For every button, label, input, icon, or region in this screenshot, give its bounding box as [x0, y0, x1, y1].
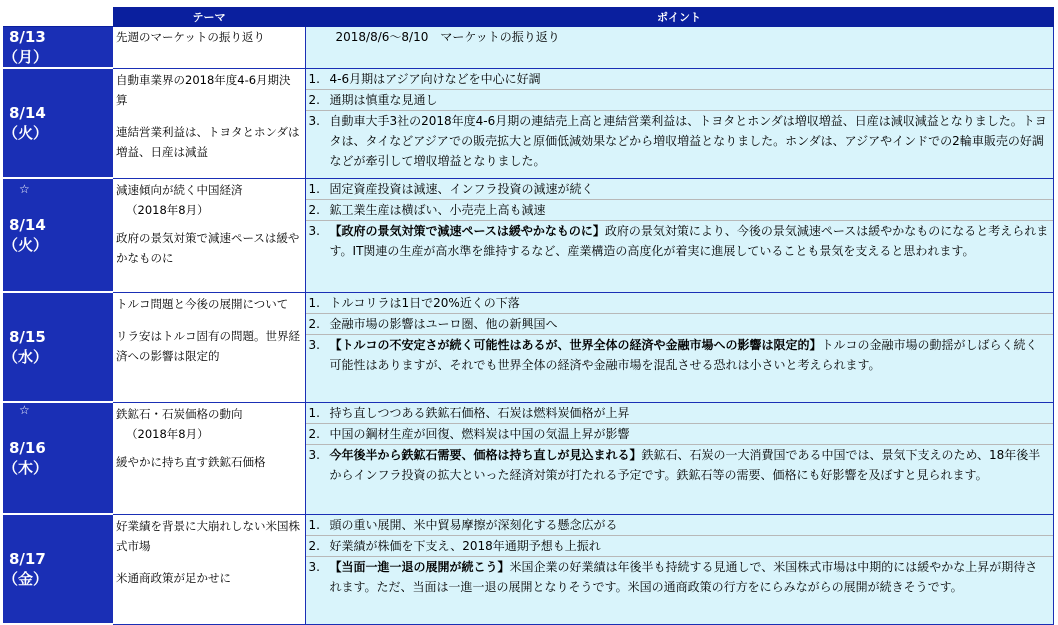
point-item: [306, 445, 1053, 485]
star-mark: ☆: [19, 403, 30, 417]
point-number: 1.: [308, 295, 320, 310]
theme-cell: [113, 178, 305, 292]
point-text: 政府の景気対策により、今後の景気減速ペースは緩やかなものになると考えられます。IT関連の生産が高水準を維持するなど、産業構造の高度化が着実に進展していることも景気を支えると思われます。: [329, 223, 1049, 258]
theme-subtitle: （2018年8月）: [126, 426, 209, 441]
point-text: 米国企業の好業績は年後半も持続する見通しで、米国株式市場は中期的には緩やかな上昇が期待されます。ただ、当面は一進一退の展開となりそうです。米国の通商政策の行方をにらみながらの展開が続きそうです。: [329, 559, 1038, 594]
point-number: 1.: [308, 405, 320, 420]
point-number: 2.: [308, 202, 320, 217]
header-theme: テーマ: [113, 8, 305, 27]
point-number: 2.: [308, 538, 320, 553]
points-cell: [305, 402, 1053, 514]
theme-subtitle: [116, 556, 302, 568]
points-cell: [305, 68, 1053, 178]
point-text: 2018/8/6～8/10 マーケットの振り返り: [335, 30, 560, 44]
header-row: [3, 8, 1053, 27]
point-item: [306, 90, 1053, 111]
weekday-label: （水）: [3, 348, 49, 366]
point-number: 2.: [308, 316, 320, 331]
point-text: トルコの金融市場の動揺がしばらく続く可能性はありますが、それでも世界全体の経済や金融市場を混乱させる恐れは小さいと考えられます。: [329, 337, 1038, 372]
point-text: 金融市場の影響はユーロ圏、他の新興国へ: [329, 316, 558, 331]
theme-subtitle: [116, 314, 302, 326]
point-item: [306, 557, 1053, 597]
date-cell: [3, 292, 113, 402]
table-row: [3, 402, 1053, 514]
point-item: [306, 515, 1053, 536]
point-item: [306, 403, 1053, 424]
point-headline: 【当面一進一退の展開が続こう】: [329, 559, 510, 574]
weekday-label: （木）: [3, 459, 49, 477]
date-cell: [3, 27, 113, 69]
point-text: 好業績が株価を下支え、2018年通期予想も上振れ: [329, 538, 601, 553]
point-number: 2.: [308, 92, 320, 107]
table-row: [3, 292, 1053, 402]
theme-title: 鉄鉱石・石炭価格の動向: [116, 406, 243, 421]
point-item: [306, 111, 1053, 171]
point-item: [306, 179, 1053, 200]
theme-title: 自動車業界の2018年度4-6月期決算: [116, 72, 291, 107]
point-text: 固定資産投資は減速、インフラ投資の減速が続く: [329, 181, 594, 196]
weekday-label: （火）: [3, 124, 49, 142]
date-cell: [3, 68, 113, 178]
theme-title: 好業績を背景に大崩れしない米国株式市場: [116, 518, 300, 553]
theme-cell: [113, 27, 305, 69]
point-headline: 【トルコの不安定さが続く可能性はあるが、世界全体の経済や金融市場への影響は限定的】: [329, 337, 822, 352]
point-item: [306, 314, 1053, 335]
date-label: 8/14: [9, 104, 46, 122]
point-number: 3.: [308, 113, 320, 128]
theme-cell: [113, 68, 305, 178]
theme-title: トルコ問題と今後の展開について: [116, 296, 289, 311]
table-row: [3, 68, 1053, 178]
theme-summary: 政府の景気対策で減速ペースは緩やかなものに: [116, 230, 300, 265]
date-label: 8/16: [9, 439, 46, 457]
star-mark: ☆: [19, 182, 30, 196]
date-label: 8/13: [9, 28, 46, 46]
theme-summary: 連結営業利益は、トヨタとホンダは増益、日産は減益: [116, 124, 300, 159]
theme-subtitle: [116, 110, 302, 122]
point-text: 鉄鉱石、石炭の一大消費国である中国では、景気下支えのため、18年後半からインフラ投資の拡大といった経済対策が打たれる予定です。鉄鉱石等の需要、価格にも好影響を及ぼすと見られます。: [329, 447, 1041, 482]
table-row: [3, 178, 1053, 292]
point-number: 1.: [308, 71, 320, 86]
date-label: 8/15: [9, 328, 46, 346]
point-item: [306, 335, 1053, 375]
point-headline: 今年後半から鉄鉱石需要、価格は持ち直しが見込まれる】: [329, 447, 642, 462]
date-label: 8/14: [9, 216, 46, 234]
theme-subtitle: （2018年8月）: [126, 202, 209, 217]
header-date-cell: [3, 8, 113, 27]
schedule-table: [3, 7, 1054, 625]
point-item: [306, 69, 1053, 90]
point-number: 2.: [308, 426, 320, 441]
point-text: 頭の重い展開、米中貿易摩擦が深刻化する懸念広がる: [329, 517, 618, 532]
point-number: 1.: [308, 517, 320, 532]
theme-cell: [113, 292, 305, 402]
point-item: [306, 293, 1053, 314]
point-text: 自動車大手3社の2018年度4-6月期の連結売上高と連結営業利益は、トヨタとホンダは増収増益、日産は減収減益となりました。トヨタは、タイなどアジアでの販売拡大と原価低減効果などから増収増益となりました。ホンダは、アジアやインドでの2輪車販売の好調などが牽引して増収増益となりました。: [329, 113, 1047, 168]
date-label: 8/17: [9, 550, 46, 568]
point-text: 持ち直しつつある鉄鉱石価格、石炭は燃料炭価格が上昇: [329, 405, 630, 420]
point-number: 3.: [308, 223, 320, 238]
points-cell: [305, 27, 1053, 69]
theme-cell: [113, 514, 305, 624]
table-row: [3, 27, 1053, 69]
point-item: [306, 536, 1053, 557]
point-item: [306, 200, 1053, 221]
theme-summary: リラ安はトルコ固有の問題。世界経済への影響は限定的: [116, 328, 300, 363]
points-cell: [305, 514, 1053, 624]
point-text: 中国の鋼材生産が回復、燃料炭は中国の気温上昇が影響: [329, 426, 630, 441]
point-number: 1.: [308, 181, 320, 196]
theme-title: 先週のマーケットの振り返り: [116, 30, 265, 44]
point-text: 4-6月期はアジア向けなどを中心に好調: [329, 71, 541, 86]
theme-summary: 緩やかに持ち直す鉄鉱石価格: [116, 454, 266, 469]
date-cell: [3, 514, 113, 624]
points-cell: [305, 292, 1053, 402]
date-cell: [3, 178, 113, 292]
point-text: トルコリラは1日で20%近くの下落: [329, 295, 520, 310]
weekday-label: （月）: [3, 48, 49, 66]
point-text: 通期は慎重な見通し: [329, 92, 438, 107]
theme-title: 減速傾向が続く中国経済: [116, 182, 243, 197]
table-row: [3, 514, 1053, 624]
weekday-label: （火）: [3, 236, 49, 254]
weekday-label: （金）: [3, 570, 49, 588]
theme-summary: 米通商政策が足かせに: [116, 570, 231, 585]
points-cell: [305, 178, 1053, 292]
date-cell: [3, 402, 113, 514]
point-headline: 【政府の景気対策で減速ペースは緩やかなものに】: [329, 223, 605, 238]
point-text: 鉱工業生産は横ばい、小売売上高も減速: [329, 202, 546, 217]
point-item: [306, 221, 1053, 261]
header-point: ポイント: [305, 8, 1053, 27]
point-number: 3.: [308, 447, 320, 462]
point-number: 3.: [308, 559, 320, 574]
point-item: [306, 424, 1053, 445]
theme-cell: [113, 402, 305, 514]
schedule-sheet: [3, 7, 1053, 625]
point-number: 3.: [308, 337, 320, 352]
